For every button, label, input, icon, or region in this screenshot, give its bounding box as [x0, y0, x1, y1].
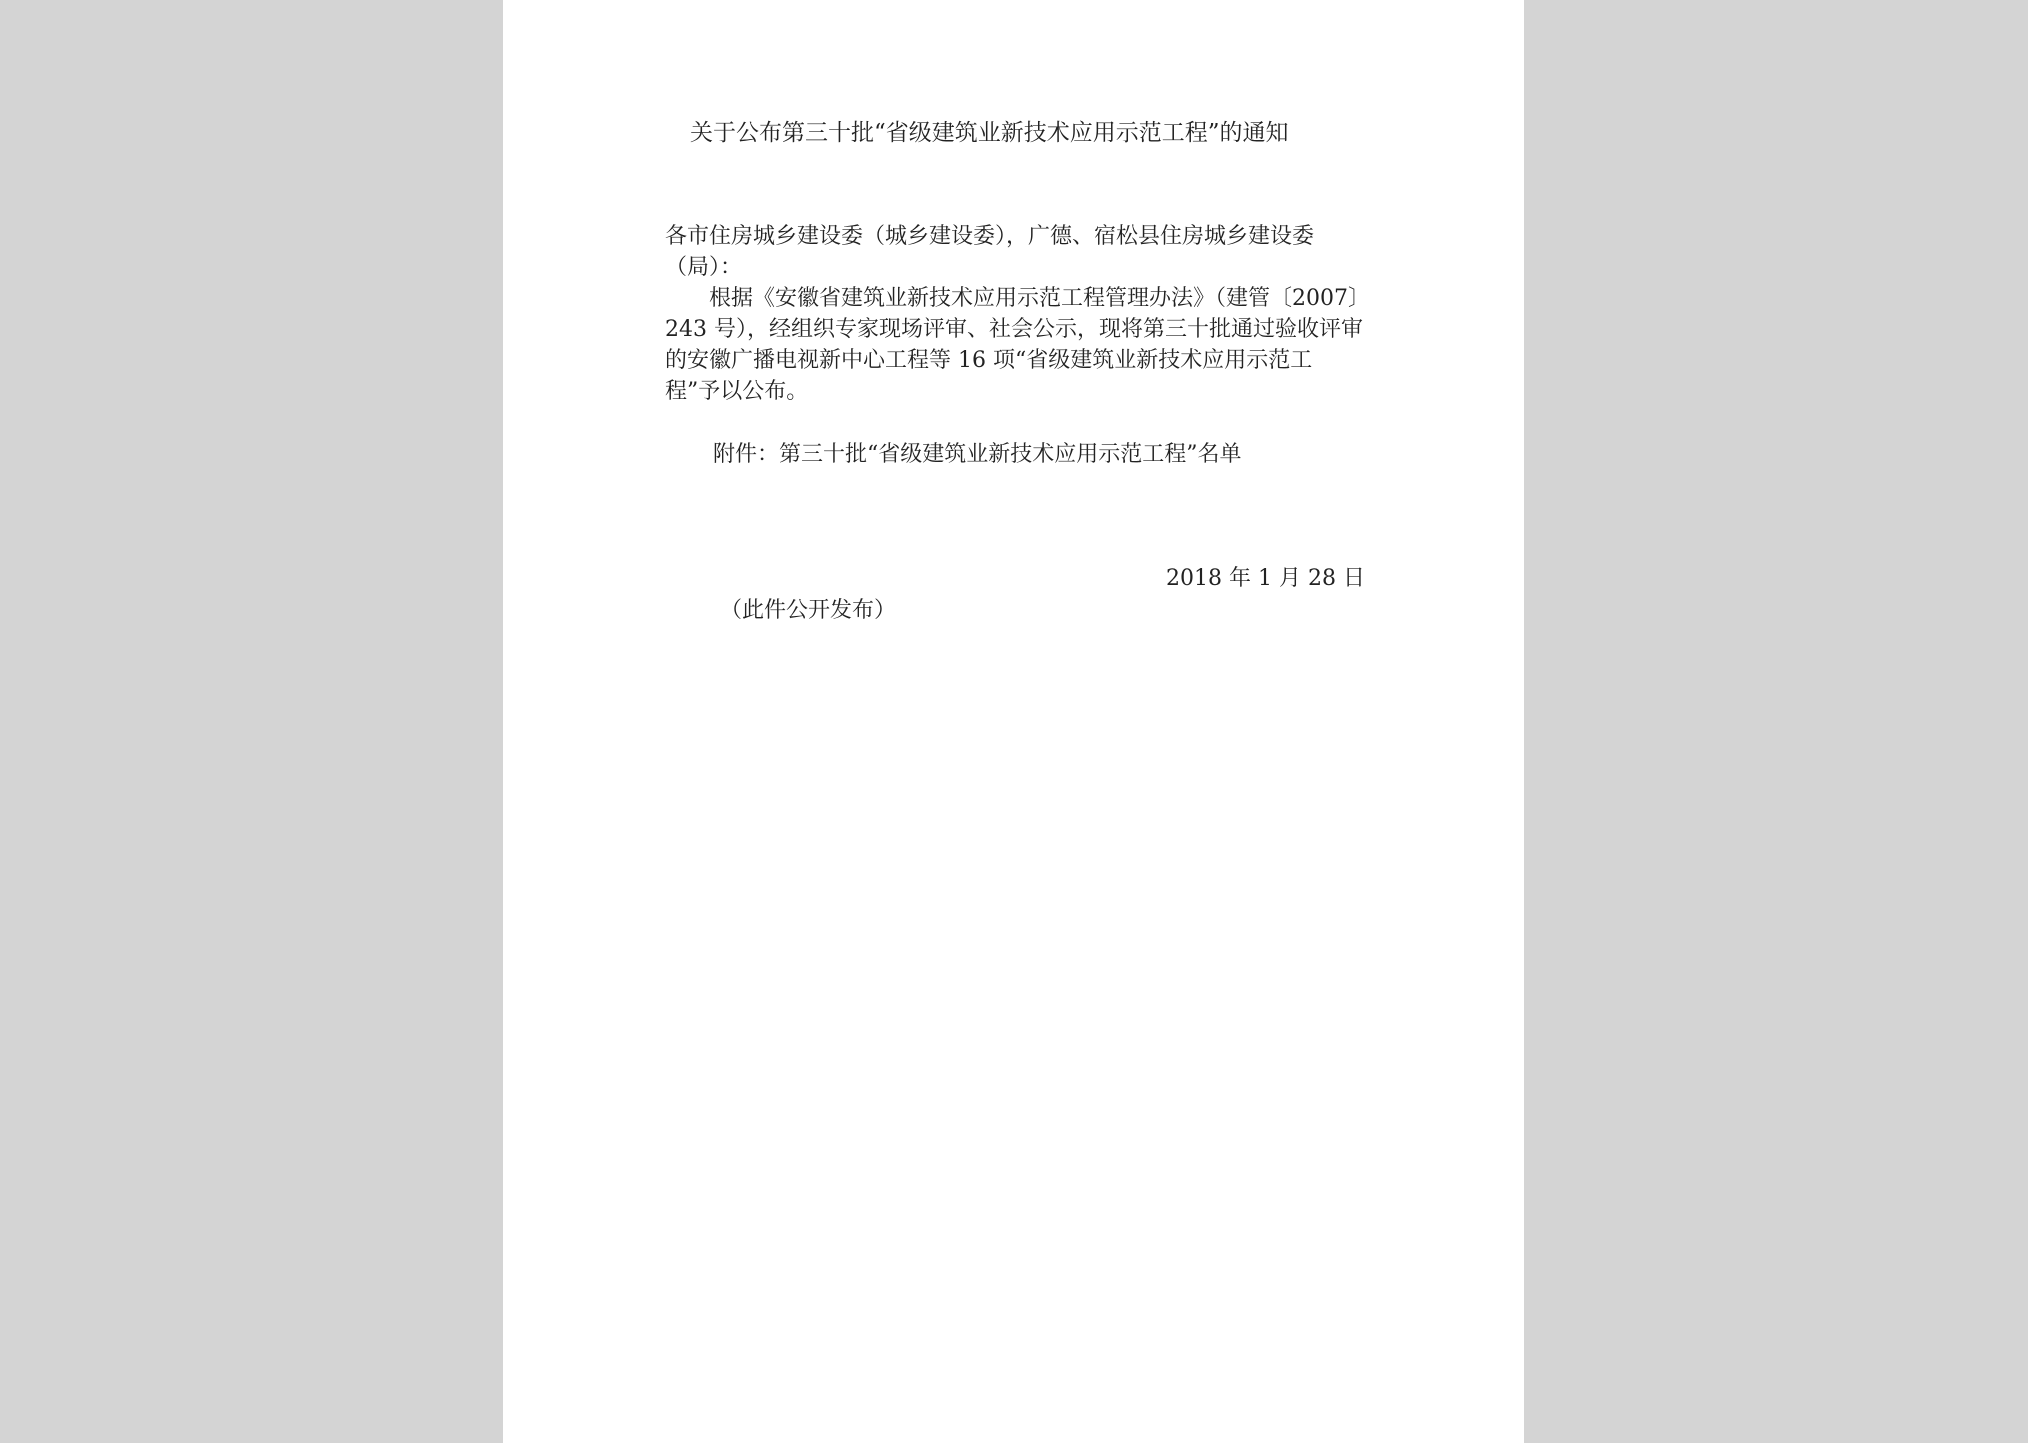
document-title: 关于公布第三十批“省级建筑业新技术应用示范工程”的通知 [690, 120, 1289, 146]
document-page [503, 0, 1524, 1443]
body-paragraph: 根据《安徽省建筑业新技术应用示范工程管理办法》（建管〔2007〕243 号），经组织专家现场评审、社会公示，现将第三十批通过验收评审的安徽广播电视新中心工程等 16 项“省级建筑业新技术应用示范工程”予以公布。 [665, 286, 1363, 404]
addressee: 各市住房城乡建设委（城乡建设委），广德、宿松县住房城乡建设委（局）： [665, 224, 1315, 280]
attachment-line: 附件：第三十批“省级建筑业新技术应用示范工程”名单 [713, 442, 1242, 467]
disclosure-note: （此件公开发布） [720, 598, 897, 623]
issue-date: 2018 年 1 月 28 日 [1166, 566, 1365, 591]
